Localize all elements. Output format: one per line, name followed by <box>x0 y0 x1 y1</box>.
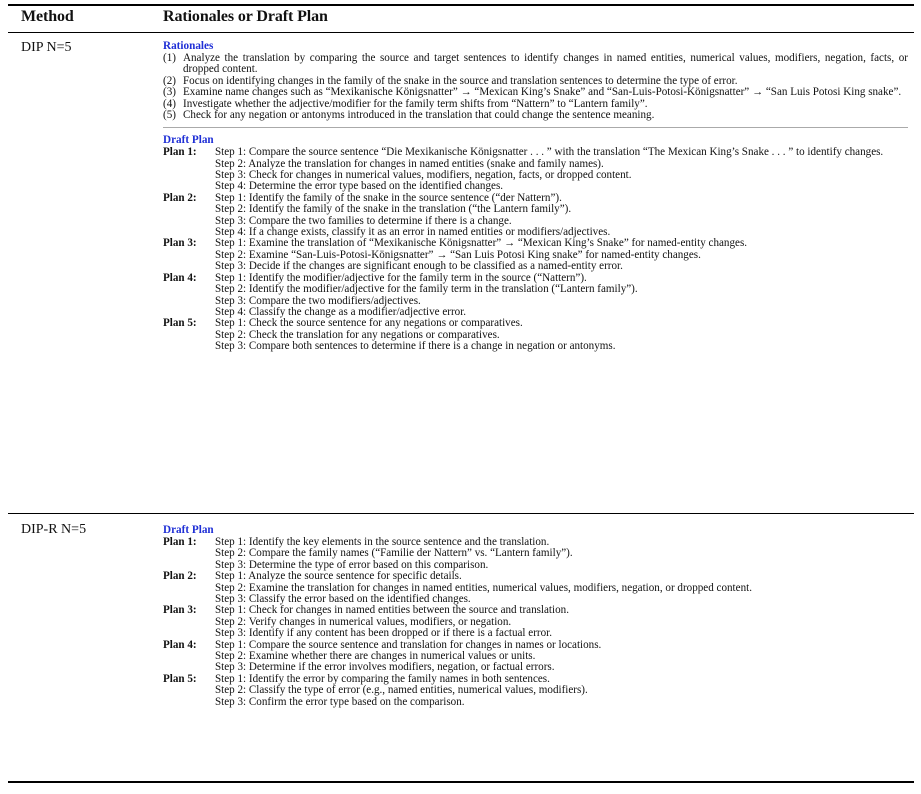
method-column-header: Method <box>21 8 74 25</box>
plan-block <box>163 147 908 193</box>
rationale-number: (3) <box>163 86 176 99</box>
plan-step: Step 1: Identify the key elements in the source sentence and the translation. <box>215 536 550 548</box>
plan-step: Step 3: Classify the error based on the identified changes. <box>215 593 471 606</box>
rationale-number: (5) <box>163 109 176 122</box>
plan-label: Plan 2: <box>163 570 197 583</box>
plan-step: Step 4: Classify the change as a modifier/adjective error. <box>215 305 467 318</box>
plan-block <box>163 605 908 639</box>
plan-step: Step 3: Confirm the error type based on the comparison. <box>215 695 465 708</box>
rationale-text: Examine name changes such as “Mexikanische Königsnatter” → “Mexican King’s Snake” and “San-Luis-Potosi-Königsnatter” → “San Luis Potosi King snake”. <box>183 86 902 99</box>
row-dip-content <box>163 40 908 353</box>
plan-step: Step 3: Determine the type of error based on this comparison. <box>215 558 489 571</box>
rationale-text: Analyze the translation by comparing the source and target sentences to identify changes in named entities, numerical values, modifiers, negation, facts, or dropped content. <box>183 52 908 76</box>
plan-block <box>163 238 908 272</box>
plan-step: Step 2: Identify the modifier/adjective for the family term in the translation (“Lantern family”). <box>215 283 638 296</box>
plan-step: Step 3: Compare both sentences to determine if there is a change in negation or antonyms. <box>215 340 616 353</box>
plan-step: Step 2: Analyze the translation for changes in named entities (snake and family names). <box>215 157 604 170</box>
plan-step: Step 4: Determine the error type based on the identified changes. <box>215 180 504 193</box>
plan-step: Step 1: Identify the modifier/adjective for the family term in the source (“Nattern”). <box>215 271 587 284</box>
plan-label: Plan 3: <box>163 604 197 617</box>
plan-step: Step 1: Analyze the source sentence for specific details. <box>215 570 462 583</box>
section-separator <box>163 127 908 128</box>
plan-step: Step 3: Identify if any content has been dropped or if there is a factual error. <box>215 627 553 640</box>
plan-step: Step 1: Compare the source sentence and translation for changes in names or locations. <box>215 638 602 651</box>
plan-block <box>163 273 908 319</box>
plan-step: Step 1: Compare the source sentence “Die Mexikanische Königsnatter . . . ” with the translation “The Mexican King’s Snake . . . ” to identify changes. <box>215 146 884 159</box>
rationale-text: Focus on identifying changes in the family of the snake in the source and translation sentences to determine the type of error. <box>183 74 738 87</box>
plan-block <box>163 640 908 674</box>
rationale-number: (4) <box>163 97 176 110</box>
method-cell-dip-r: DIP-R N=5 <box>21 522 87 537</box>
plan-step: Step 3: Check for changes in numerical values, modifiers, negation, facts, or dropped content. <box>215 169 632 182</box>
plan-step: Step 1: Identify the family of the snake in the source sentence (“der Nattern”). <box>215 191 562 204</box>
plan-step: Step 2: Identify the family of the snake in the translation (“the Lantern family”). <box>215 203 572 216</box>
rationale-item <box>163 53 908 76</box>
plan-step: Step 2: Classify the type of error (e.g., named entities, numerical values, modifiers). <box>215 684 588 697</box>
plan-step: Step 2: Examine the translation for changes in named entities, numerical values, modifiers, negation, or dropped content. <box>215 581 752 594</box>
plan-step: Step 1: Examine the translation of “Mexikanische Königsnatter” → “Mexican King’s Snake” for named-entity changes. <box>215 237 748 250</box>
plan-label: Plan 3: <box>163 237 197 250</box>
plan-label: Plan 5: <box>163 672 197 685</box>
plan-block <box>163 674 908 708</box>
rationale-item <box>163 110 908 121</box>
rationale-number: (1) <box>163 52 176 64</box>
plan-step: Step 1: Check for changes in named entities between the source and translation. <box>215 604 569 617</box>
row-separator-rule <box>8 513 914 514</box>
plan-block <box>163 318 908 352</box>
plan-column-header: Rationales or Draft Plan <box>163 8 328 25</box>
plan-block <box>163 537 908 571</box>
plan-step: Step 2: Compare the family names (“Familie der Nattern” vs. “Lantern family”). <box>215 547 573 560</box>
rationale-text: Investigate whether the adjective/modifier for the family term shifts from “Nattern” to “Lantern family”. <box>183 97 648 110</box>
plan-label: Plan 4: <box>163 638 197 651</box>
plan-label: Plan 2: <box>163 191 197 204</box>
rationales-title: Rationales <box>163 40 214 52</box>
plan-step: Step 1: Check the source sentence for any negations or comparatives. <box>215 317 523 330</box>
plan-step: Step 2: Examine whether there are changes in numerical values or units. <box>215 650 536 663</box>
plan-step: Step 2: Examine “San-Luis-Potosi-Königsnatter” → “San Luis Potosi King snake” for named-entity changes. <box>215 248 701 261</box>
plan-label: Plan 4: <box>163 271 197 284</box>
plan-label: Plan 5: <box>163 317 197 330</box>
plan-block <box>163 193 908 239</box>
rationales-list <box>163 53 908 121</box>
plan-step: Step 2: Check the translation for any negations or comparatives. <box>215 328 500 341</box>
draft-plan-list <box>163 147 908 352</box>
draft-plan-title: Draft Plan <box>163 524 214 536</box>
method-cell-dip: DIP N=5 <box>21 40 72 55</box>
draft-plan-title: Draft Plan <box>163 134 214 147</box>
header-bottom-rule <box>8 32 914 33</box>
plan-step: Step 3: Determine if the error involves modifiers, negation, or factual errors. <box>215 661 555 674</box>
rationale-text: Check for any negation or antonyms introduced in the translation that could change the sentence meaning. <box>183 109 655 122</box>
plan-block <box>163 571 908 605</box>
plan-step: Step 3: Decide if the changes are significant enough to be classified as a named-entity error. <box>215 260 623 273</box>
plan-step: Step 1: Identify the error by comparing the family names in both sentences. <box>215 672 550 685</box>
plan-label: Plan 1: <box>163 536 197 548</box>
plan-step: Step 3: Compare the two families to determine if there is a change. <box>215 214 512 227</box>
plan-step: Step 3: Compare the two modifiers/adjectives. <box>215 294 421 307</box>
plan-label: Plan 1: <box>163 146 197 159</box>
rationale-number: (2) <box>163 74 176 87</box>
table-top-rule <box>8 4 914 6</box>
table-bottom-rule <box>8 781 914 783</box>
plan-step: Step 2: Verify changes in numerical values, modifiers, or negation. <box>215 615 512 628</box>
draft-plan-list <box>163 537 908 708</box>
plan-step: Step 4: If a change exists, classify it as an error in named entities or modifiers/adjectives. <box>215 226 611 239</box>
row-dip-r-content <box>163 524 908 708</box>
